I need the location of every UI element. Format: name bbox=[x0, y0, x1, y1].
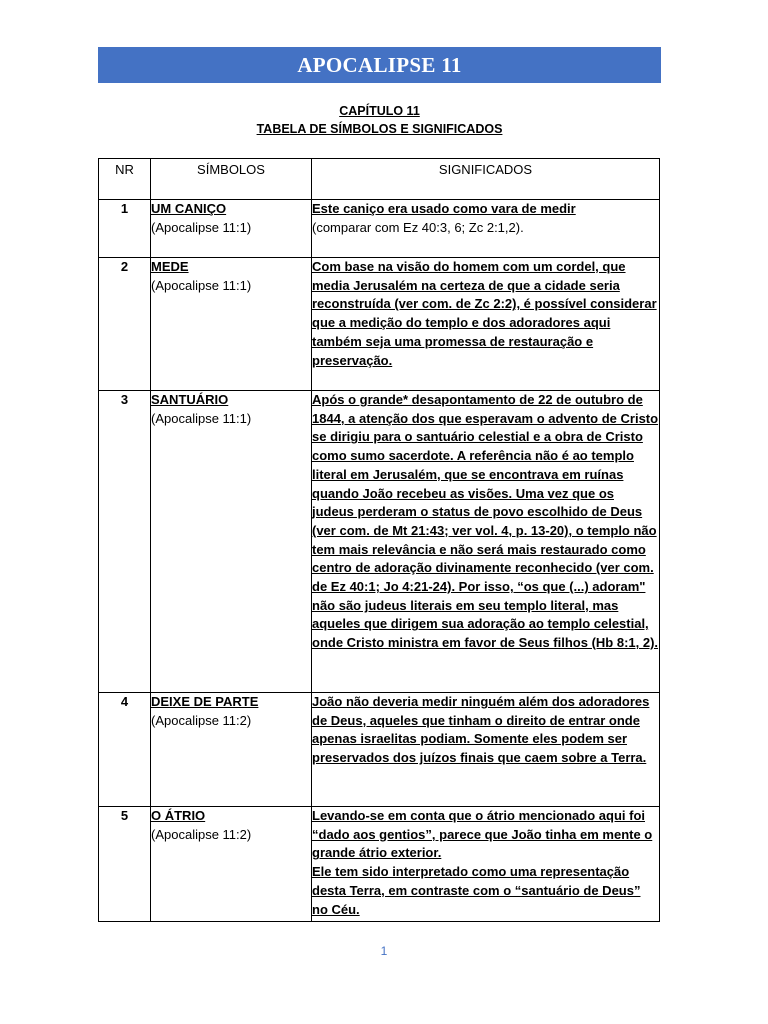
meaning-text: Este caniço era usado como vara de medir bbox=[312, 201, 576, 216]
symbol-name: O ÁTRIO bbox=[151, 808, 206, 823]
symbol-cell bbox=[151, 391, 312, 693]
table-row bbox=[99, 391, 660, 693]
symbol-reference: (Apocalipse 11:1) bbox=[151, 277, 252, 293]
meaning-text: Após o grande* desapontamento de 22 de outubro de 1844, a atenção dos que esperavam o advento de Cristo se dirigiu para o santuário celestial e a obra de Cristo como sumo sacerdote. A referência não é ao templo literal em Jerusalém, que se encontrava em ruínas quando João recebeu as visões. Uma vez que os judeus perderam o status de povo escolhido de Deus (ver com. de Mt 21:43; ver vol. 4, p. 13-20), o templo não tem mais relevância e não será mais restaurado como centro de adoração divinamente reconhecido (ver com. de Ez 40:1; Jo 4:21-24). Por isso, “os que (...) adoram" não são judeus literais em seu templo literal, mas aqueles que dirigem sua adoração ao templo celestial, onde Cristo ministra em favor de Seus filhos (Hb 8:1, 2). bbox=[312, 392, 659, 651]
header-symbols: SÍMBOLOS bbox=[151, 159, 312, 200]
document-banner-title: APOCALIPSE 11 bbox=[98, 47, 661, 83]
symbol-reference: (Apocalipse 11:1) bbox=[151, 410, 252, 426]
symbol-reference: (Apocalipse 11:2) bbox=[151, 712, 252, 728]
symbol-reference: (Apocalipse 11:2) bbox=[151, 826, 252, 842]
meaning-text: João não deveria medir ninguém além dos adoradores de Deus, aqueles que tinham o direito de entrar onde apenas israelitas podiam. Somente eles podem ser preservados dos juízos finais que caem sobre a Terra. bbox=[312, 694, 650, 766]
meaning-cell bbox=[312, 693, 660, 807]
meaning-text-continued: Ele tem sido interpretado como uma representação desta Terra, em contraste com o “santuário de Deus” no Céu. bbox=[312, 864, 641, 917]
table-row bbox=[99, 258, 660, 391]
symbol-name: UM CANIÇO bbox=[151, 201, 227, 216]
row-number: 2 bbox=[99, 258, 151, 391]
row-number: 5 bbox=[99, 807, 151, 922]
table-heading: TABELA DE SÍMBOLOS E SIGNIFICADOS bbox=[256, 122, 503, 136]
symbol-cell bbox=[151, 200, 312, 258]
meaning-cell bbox=[312, 391, 660, 693]
meaning-cell bbox=[312, 258, 660, 391]
symbol-name: DEIXE DE PARTE bbox=[151, 694, 259, 709]
row-number: 3 bbox=[99, 391, 151, 693]
row-number: 4 bbox=[99, 693, 151, 807]
page-number: 1 bbox=[380, 944, 388, 958]
meaning-text: Com base na visão do homem com um cordel, que media Jerusalém na certeza de que a cidade seria reconstruída (ver com. de Zc 2:2), é possível considerar que a medição do templo e dos adoradores aqui também seja uma promessa de restauração e preservação. bbox=[312, 259, 657, 368]
symbol-name: MEDE bbox=[151, 259, 189, 274]
table-header-row bbox=[99, 159, 660, 200]
symbol-cell bbox=[151, 258, 312, 391]
table-row bbox=[99, 807, 660, 922]
table-row bbox=[99, 200, 660, 258]
table-row bbox=[99, 693, 660, 807]
symbols-table bbox=[98, 158, 660, 922]
row-number: 1 bbox=[99, 200, 151, 258]
header-meanings: SIGNIFICADOS bbox=[312, 159, 660, 200]
meaning-reference: (comparar com Ez 40:3, 6; Zc 2:1,2). bbox=[312, 219, 524, 235]
symbol-cell bbox=[151, 693, 312, 807]
meaning-cell bbox=[312, 200, 660, 258]
meaning-cell bbox=[312, 807, 660, 922]
symbol-cell bbox=[151, 807, 312, 922]
symbol-reference: (Apocalipse 11:1) bbox=[151, 219, 252, 235]
chapter-heading: CAPÍTULO 11 bbox=[339, 104, 420, 118]
meaning-text: Levando-se em conta que o átrio mencionado aqui foi “dado aos gentios”, parece que João tinha em mente o grande átrio exterior. bbox=[312, 808, 653, 861]
symbol-name: SANTUÁRIO bbox=[151, 392, 229, 407]
header-nr: NR bbox=[99, 159, 151, 200]
